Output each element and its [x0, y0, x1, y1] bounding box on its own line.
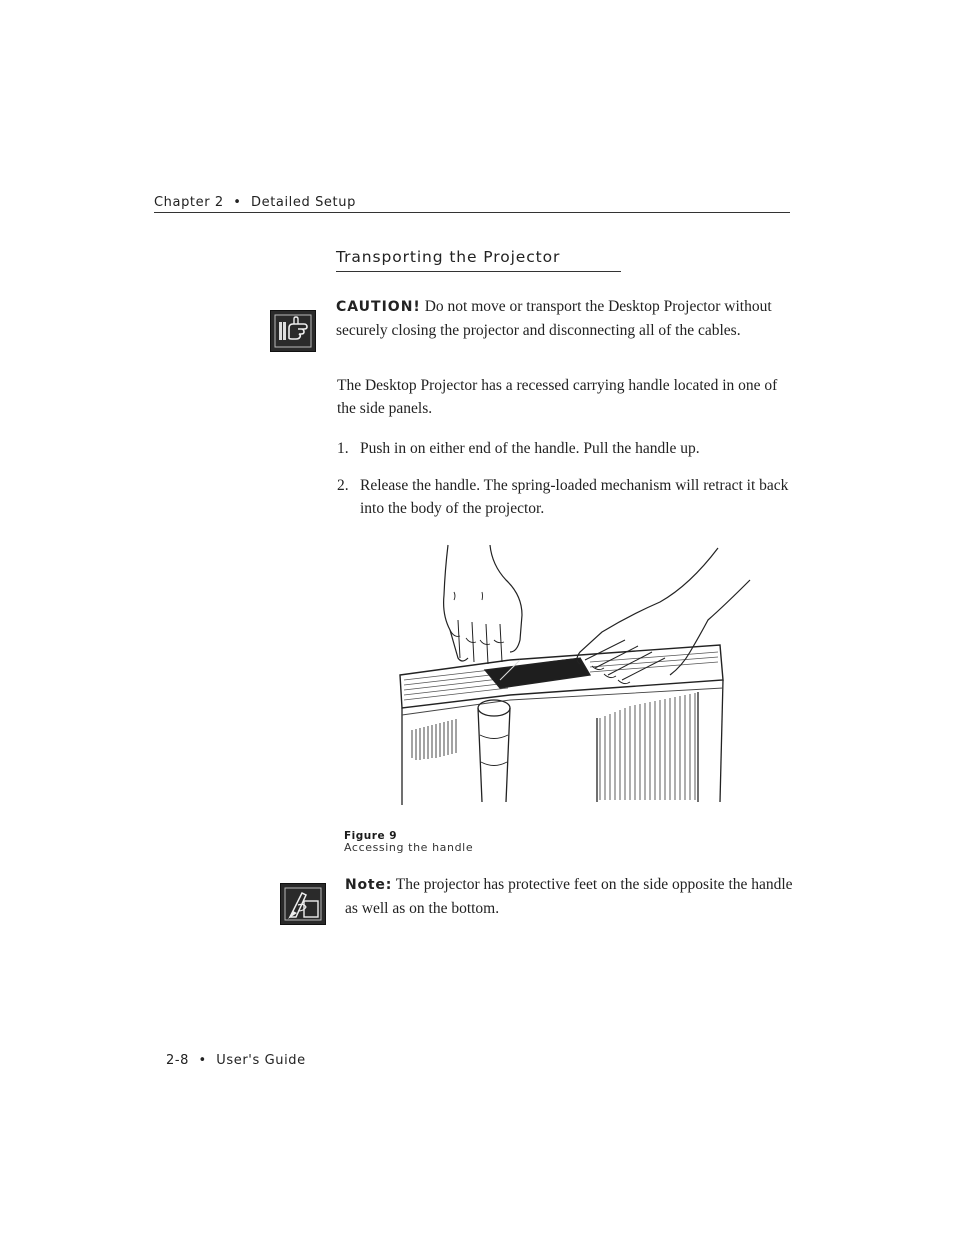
footer-separator: •	[198, 1053, 207, 1068]
title-rule	[336, 271, 621, 272]
header-section: Detailed Setup	[251, 195, 356, 210]
header-chapter: Chapter 2	[154, 195, 224, 210]
figure-illustration	[390, 540, 760, 812]
list-item	[337, 437, 789, 460]
note-label: Note:	[345, 877, 393, 893]
footer-book-title: User's Guide	[216, 1053, 306, 1068]
list-item	[337, 474, 789, 520]
note-paragraph	[345, 873, 805, 920]
header-rule	[154, 212, 790, 213]
pointing-hand-icon	[270, 310, 316, 352]
header-separator: •	[233, 195, 242, 210]
step-text: Release the handle. The spring-loaded mechanism will retract it back into the body of the projector.	[360, 477, 789, 517]
note-text: The projector has protective feet on the side opposite the handle as well as on the bottom.	[345, 876, 793, 917]
running-footer	[166, 1053, 306, 1068]
running-header	[154, 195, 356, 210]
section-title: Transporting the Projector	[336, 248, 561, 266]
figure-caption: Accessing the handle	[344, 841, 474, 854]
step-text: Push in on either end of the handle. Pull the handle up.	[360, 440, 700, 457]
writing-hand-icon	[280, 883, 326, 925]
step-number: 2.	[337, 477, 349, 494]
caution-label: CAUTION!	[336, 299, 421, 315]
caution-text: Do not move or transport the Desktop Projector without securely closing the projector and disconnecting all of the cables.	[336, 298, 772, 339]
step-number: 1.	[337, 440, 349, 457]
intro-paragraph: The Desktop Projector has a recessed carrying handle located in one of the side panels.	[337, 377, 778, 417]
caution-paragraph	[336, 295, 791, 342]
steps-list	[337, 437, 789, 534]
figure-label: Figure 9	[344, 830, 398, 842]
footer-page-number: 2-8	[166, 1053, 190, 1068]
